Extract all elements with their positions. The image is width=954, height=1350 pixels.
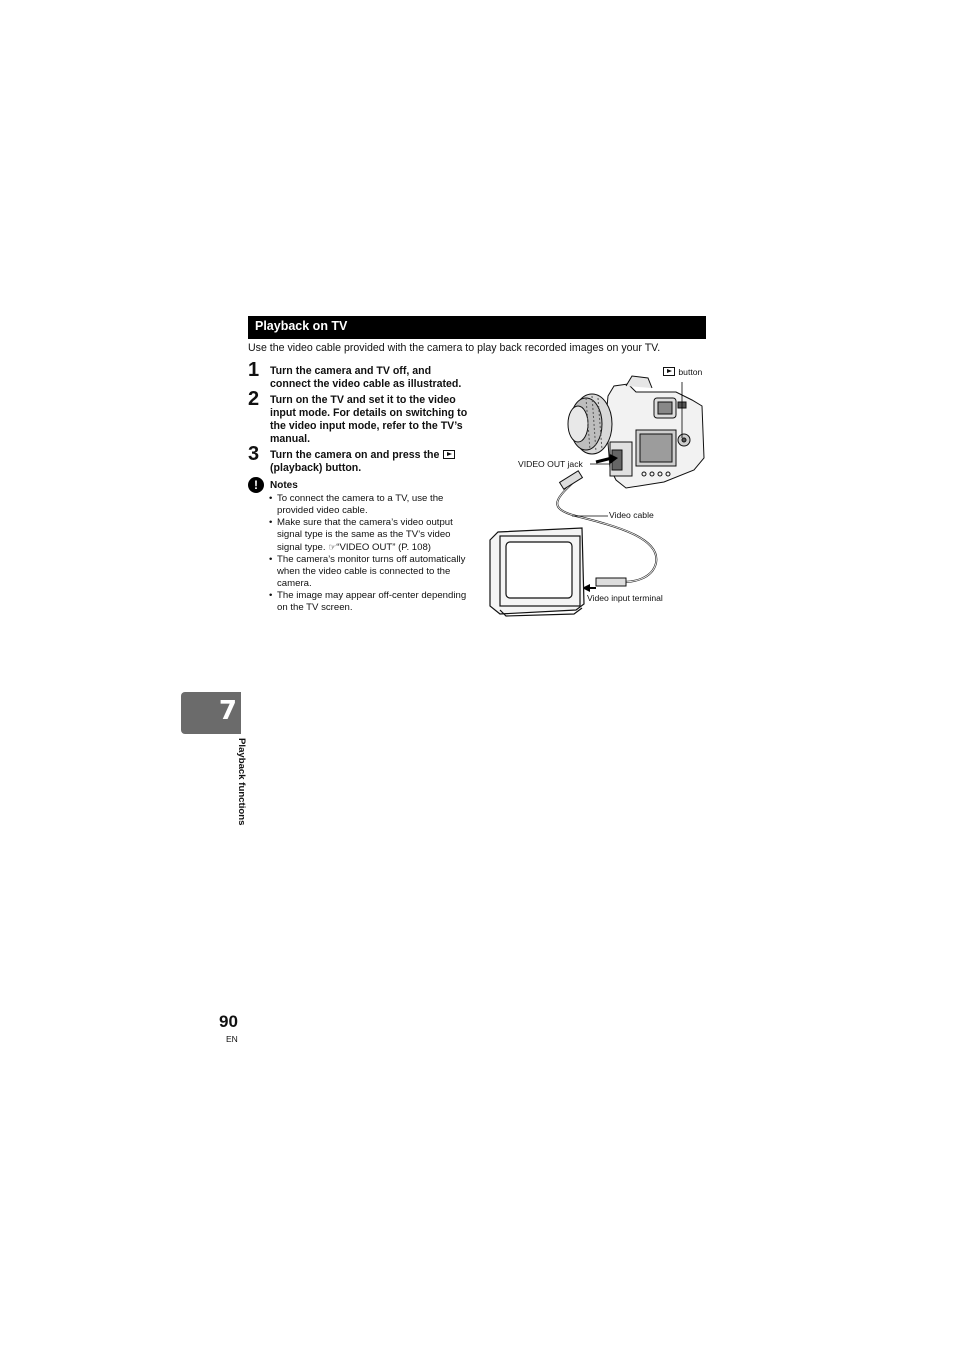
notes-list — [269, 493, 489, 614]
list-item: • The image may appear off-center depending on the TV screen. — [269, 590, 489, 614]
video-cable-label: Video cable — [609, 510, 654, 520]
language-code: EN — [226, 1034, 238, 1044]
notes-alert-icon: ! — [248, 477, 264, 493]
list-item: • Make sure that the camera’s video output signal type is the same as the TV’s video signal type. ☞“VIDEO OUT” (P. 108) — [269, 517, 489, 554]
step-2 — [248, 388, 488, 446]
step-number: 1 — [248, 359, 260, 381]
video-input-terminal-label: Video input terminal — [587, 593, 663, 603]
playback-icon — [443, 450, 455, 459]
section-title: Playback on TV — [248, 316, 706, 339]
camera-icon — [568, 376, 704, 488]
chapter-number: 7 — [218, 696, 237, 726]
list-item: • To connect the camera to a TV, use the provided video cable. — [269, 493, 489, 517]
playback-icon — [663, 367, 675, 376]
intro-text: Use the video cable provided with the camera to play back recorded images on your TV. — [248, 342, 661, 354]
chapter-label: Playback functions — [236, 738, 247, 826]
playback-button-label: button — [662, 367, 702, 377]
page-number: 90 — [219, 1012, 238, 1031]
chapter-tab — [181, 692, 241, 734]
step-3 — [248, 443, 488, 475]
video-out-jack-label: VIDEO OUT jack — [518, 459, 583, 469]
list-item: • The camera’s monitor turns off automatically when the video cable is connected to the camera. — [269, 554, 489, 590]
step-text: Turn the camera on and press the (playback) button. — [270, 449, 488, 475]
step-text: Turn the camera and TV off, and connect the video cable as illustrated. — [270, 365, 462, 390]
step-number: 2 — [248, 388, 260, 410]
tv-icon — [490, 528, 584, 616]
reference-icon: ☞ — [328, 542, 337, 552]
step-text: Turn on the TV and set it to the video input mode. For details on switching to the video input mode, refer to the TV’s manual. — [270, 394, 468, 445]
step-1 — [248, 359, 488, 391]
camera-tv-illustration — [486, 358, 710, 620]
notes-title: Notes — [270, 480, 298, 491]
step-number: 3 — [248, 443, 260, 465]
